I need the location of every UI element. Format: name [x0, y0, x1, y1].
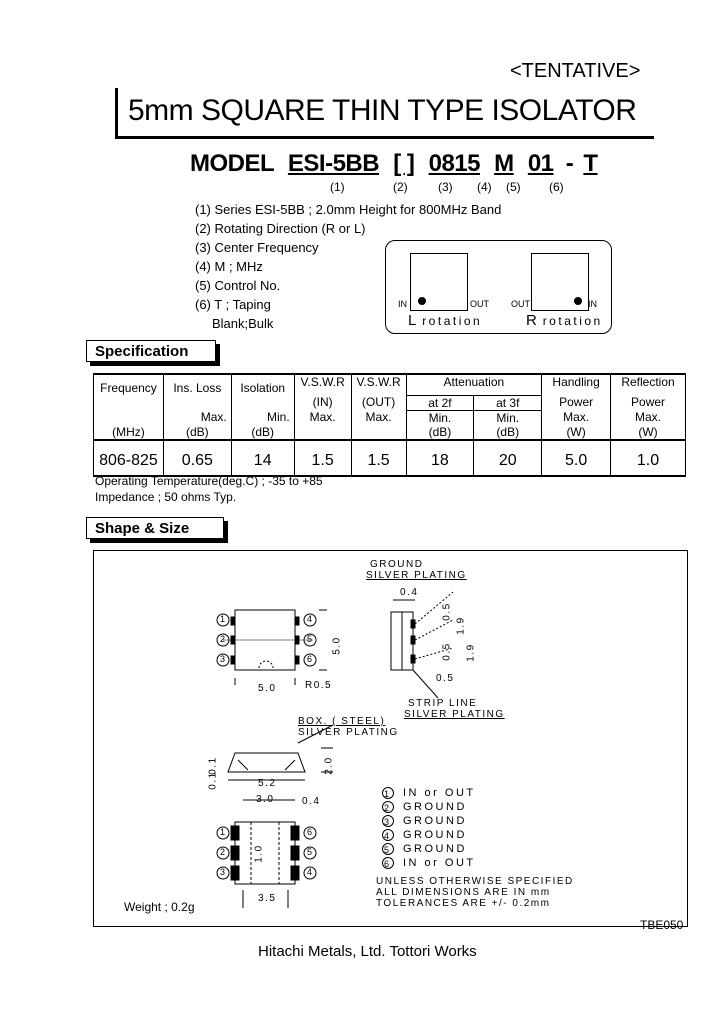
dim-3-0: 3.0	[256, 794, 275, 805]
a3-unit: (dB)	[474, 425, 542, 440]
dim-5-0-vertical: 5.0	[331, 636, 343, 655]
dim-0-4-bottom: 0.4	[302, 796, 321, 807]
hp-qual: Max.	[542, 410, 611, 425]
model-label: MODEL	[190, 150, 274, 177]
freq-unit: (MHz)	[94, 425, 164, 440]
right-in-label: IN	[588, 299, 597, 309]
iso-qual: Min.	[231, 410, 294, 425]
tentative-label: <TENTATIVE>	[510, 60, 641, 82]
dim-1-9-b: 1.9	[465, 643, 477, 662]
company-name: Hitachi Metals, Ltd. Tottori Works	[258, 943, 477, 960]
pin-4-bottom: 4	[307, 867, 313, 877]
rotation-diagram	[385, 240, 612, 334]
left-rotation-label	[408, 312, 482, 329]
hp-unit: (W)	[542, 425, 611, 440]
pin-markers	[217, 614, 394, 879]
box-label: BOX. ( STEEL)	[298, 716, 386, 727]
list-item: Blank;Bulk	[212, 316, 274, 331]
vout-qual: Max.	[351, 410, 406, 425]
pin-3-top: 3	[220, 654, 226, 664]
list-item: (4) M ; MHz	[195, 259, 263, 274]
dim-5-0-horizontal: 5.0	[258, 683, 277, 694]
tolerance-note: TOLERANCES ARE +/- 0.2mm	[376, 898, 551, 909]
model-index-4: (4)	[477, 180, 492, 194]
temperature-note: Operating Temperature(deg.C) ; -35 to +85	[95, 474, 323, 488]
a2-qual: Min.	[406, 410, 474, 425]
cell-handling: 5.0	[542, 440, 611, 476]
pin-legend	[403, 786, 476, 870]
col-ins-loss: Ins. Loss	[163, 374, 231, 395]
list-item: (2) Rotating Direction (R or L)	[195, 221, 366, 236]
tolerance-notes	[376, 876, 574, 909]
dimension-unit-note: ALL DIMENSIONS ARE IN mm	[376, 887, 551, 898]
list-item: (1) Series ESI-5BB ; 2.0mm Height for 800MHz Band	[195, 202, 502, 217]
rp-qual: Max.	[611, 410, 686, 425]
strip-line-label: STRIP LINE	[408, 698, 478, 709]
pin-1-bottom: 1	[220, 827, 226, 837]
left-out-label: OUT	[470, 299, 489, 309]
shape-size-heading: Shape & Size	[86, 517, 224, 539]
operating-notes	[95, 473, 323, 505]
document-code: TBE050	[640, 918, 684, 932]
cell-reflection: 1.0	[611, 440, 686, 476]
legend-item: IN or OUT	[403, 787, 476, 799]
ground-label: GROUND	[370, 559, 424, 570]
table-header-row	[94, 374, 686, 395]
pin-5-bottom: 5	[307, 847, 313, 857]
model-part-taping: T	[583, 150, 598, 177]
dim-0-1-left: 0.1	[207, 756, 219, 775]
dim-0-5-c: 0.5	[436, 673, 455, 684]
dim-3-5: 3.5	[258, 893, 277, 904]
silver-plating-label-3: SILVER PLATING	[298, 727, 399, 738]
cell-ins-loss: 0.65	[163, 440, 231, 476]
right-word: rotation	[542, 314, 603, 328]
col-frequency: Frequency	[94, 374, 164, 395]
legend-num-5: 5	[384, 845, 390, 855]
cell-vswr-in: 1.5	[294, 440, 351, 476]
model-part-frequency: 0815	[428, 150, 480, 177]
list-item: (3) Center Frequency	[195, 240, 319, 255]
model-index-6: (6)	[549, 180, 564, 194]
legend-num-1: 1	[384, 789, 390, 799]
att-2f: at 2f	[406, 395, 474, 410]
col-reflection: Reflection	[611, 374, 686, 395]
pin-2-bottom: 2	[220, 847, 226, 857]
dim-0-1-lower: 0.1	[207, 771, 219, 790]
unless-note: UNLESS OTHERWISE SPECIFIED	[376, 876, 574, 887]
model-index-5: (5)	[506, 180, 521, 194]
model-part-dash: -	[565, 150, 574, 177]
loss-qual: Max.	[163, 410, 231, 425]
legend-item: GROUND	[403, 829, 467, 841]
model-part-direction: [ ]	[393, 150, 415, 177]
iso-unit: (dB)	[231, 425, 294, 440]
table-header-row	[94, 410, 686, 425]
model-part-unit: M	[494, 150, 514, 177]
handling-sub: Power	[542, 395, 611, 410]
col-attenuation: Attenuation	[406, 374, 542, 395]
col-isolation: Isolation	[231, 374, 294, 395]
list-item: (6) T ; Taping	[195, 297, 271, 312]
spec-table	[93, 373, 686, 477]
cell-att-3f: 20	[474, 440, 542, 476]
silver-plating-label: SILVER PLATING	[366, 570, 467, 581]
dim-2-0: 2.0	[323, 756, 335, 775]
reflection-sub: Power	[611, 395, 686, 410]
right-in-dot	[574, 297, 582, 305]
col-handling: Handling	[542, 374, 611, 395]
right-rotation-label	[526, 312, 603, 329]
legend-item: GROUND	[403, 801, 467, 813]
pin-1-top: 1	[220, 614, 226, 624]
left-in-dot	[418, 297, 426, 305]
vin-qual: Max.	[294, 410, 351, 425]
left-in-label: IN	[398, 299, 407, 309]
dim-0-5-b: 0.5	[441, 642, 453, 661]
model-line	[190, 150, 598, 178]
table-header-row	[94, 425, 686, 440]
model-part-series: ESI-5BB	[287, 150, 380, 177]
att-3f: at 3f	[474, 395, 542, 410]
dim-5-2: 5.2	[258, 778, 277, 789]
list-item: (5) Control No.	[195, 278, 281, 293]
legend-num-4: 4	[384, 831, 390, 841]
legend-num-3: 3	[384, 817, 390, 827]
left-letter: L	[408, 312, 417, 329]
pin-3-bottom: 3	[220, 867, 226, 877]
model-index-3: (3)	[438, 180, 453, 194]
specification-heading: Specification	[86, 340, 216, 362]
pin-6-bottom: 6	[307, 827, 313, 837]
cell-frequency: 806-825	[94, 440, 164, 476]
model-part-control: 01	[527, 150, 554, 177]
pin-2-top: 2	[220, 634, 226, 644]
right-letter: R	[526, 312, 537, 329]
impedance-note: Impedance ; 50 ohms Typ.	[95, 490, 237, 504]
pin-6-top: 6	[307, 654, 313, 664]
dim-0-5-a: 0.5	[441, 602, 453, 621]
model-index-2: (2)	[393, 180, 408, 194]
dim-1-9-a: 1.9	[455, 616, 467, 635]
rp-unit: (W)	[611, 425, 686, 440]
radius-label: R0.5	[305, 680, 333, 691]
table-header-row	[94, 395, 686, 410]
vswr-out-sub: (OUT)	[351, 395, 406, 410]
vswr-in-sub: (IN)	[294, 395, 351, 410]
cell-isolation: 14	[231, 440, 294, 476]
cell-vswr-out: 1.5	[351, 440, 406, 476]
left-word: rotation	[422, 314, 483, 328]
pin-4-top: 4	[307, 614, 313, 624]
dim-0-4-top: 0.4	[400, 587, 419, 598]
silver-plating-label-2: SILVER PLATING	[404, 709, 505, 720]
page-title: 5mm SQUARE THIN TYPE ISOLATOR	[128, 94, 637, 127]
legend-item: GROUND	[403, 815, 467, 827]
legend-item: GROUND	[403, 843, 467, 855]
model-index-1: (1)	[330, 180, 345, 194]
table-row	[94, 440, 686, 476]
pin-legend-numbers	[384, 787, 389, 871]
a3-qual: Min.	[474, 410, 542, 425]
legend-num-2: 2	[384, 803, 390, 813]
legend-item: IN or OUT	[403, 857, 476, 869]
col-vswr-in: V.S.W.R	[294, 374, 351, 395]
legend-num-6: 6	[384, 859, 390, 869]
right-out-label: OUT	[511, 299, 530, 309]
a2-unit: (dB)	[406, 425, 474, 440]
weight-note: Weight ; 0.2g	[124, 900, 195, 914]
dim-1-0: 1.0	[253, 844, 265, 863]
loss-unit: (dB)	[163, 425, 231, 440]
cell-att-2f: 18	[406, 440, 474, 476]
pin-5-top: 5	[307, 634, 313, 644]
col-vswr-out: V.S.W.R	[351, 374, 406, 395]
